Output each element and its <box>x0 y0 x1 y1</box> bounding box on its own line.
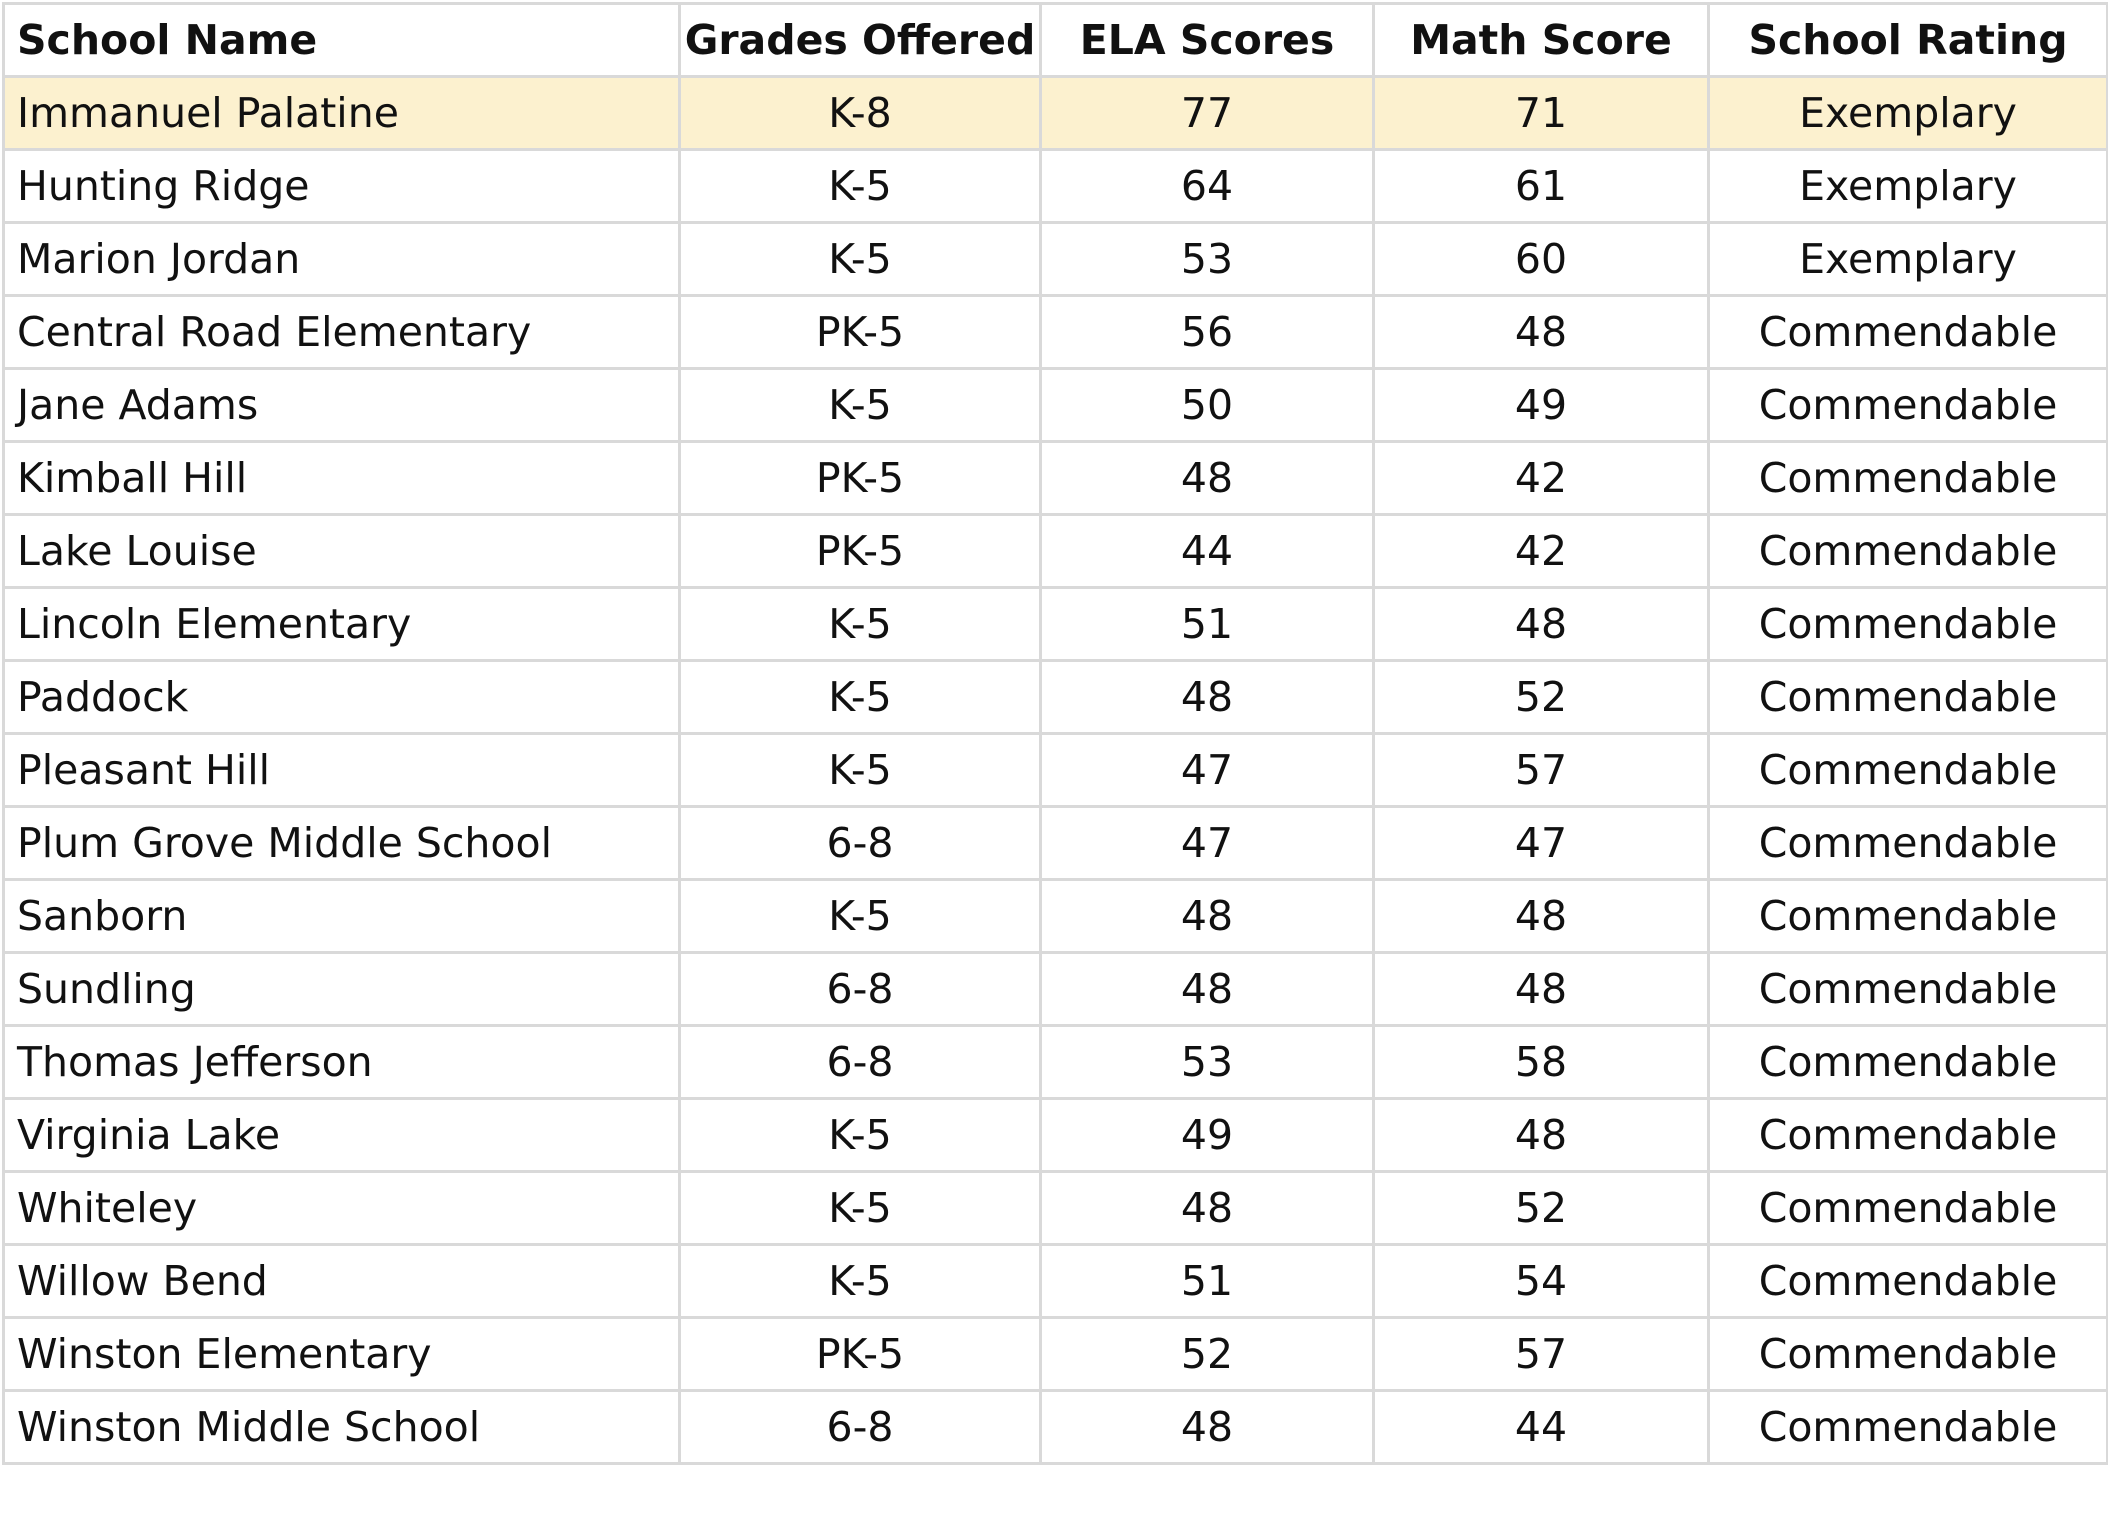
cell-ela-score[interactable]: 51 <box>1041 588 1374 661</box>
table-row <box>4 953 2108 1026</box>
cell-ela-score[interactable]: 47 <box>1041 807 1374 880</box>
cell-school-rating[interactable]: Commendable <box>1709 296 2108 369</box>
table-row <box>4 442 2108 515</box>
cell-school-name[interactable]: Pleasant Hill <box>4 734 680 807</box>
cell-school-name[interactable]: Sundling <box>4 953 680 1026</box>
header-ela-scores[interactable]: ELA Scores <box>1041 4 1374 77</box>
cell-ela-score[interactable]: 53 <box>1041 223 1374 296</box>
table-row <box>4 661 2108 734</box>
cell-grades-offered[interactable]: PK-5 <box>680 1318 1041 1391</box>
cell-school-name[interactable]: Sanborn <box>4 880 680 953</box>
cell-grades-offered[interactable]: K-5 <box>680 150 1041 223</box>
cell-school-name[interactable]: Paddock <box>4 661 680 734</box>
cell-school-name[interactable]: Virginia Lake <box>4 1099 680 1172</box>
cell-school-rating[interactable]: Commendable <box>1709 515 2108 588</box>
cell-school-rating[interactable]: Commendable <box>1709 369 2108 442</box>
header-math-score[interactable]: Math Score <box>1374 4 1709 77</box>
cell-school-name[interactable]: Plum Grove Middle School <box>4 807 680 880</box>
table-row <box>4 223 2108 296</box>
cell-school-rating[interactable]: Commendable <box>1709 442 2108 515</box>
cell-math-score[interactable]: 42 <box>1374 515 1709 588</box>
cell-math-score[interactable]: 47 <box>1374 807 1709 880</box>
cell-math-score[interactable]: 57 <box>1374 1318 1709 1391</box>
cell-school-rating[interactable]: Exemplary <box>1709 223 2108 296</box>
cell-grades-offered[interactable]: K-8 <box>680 77 1041 150</box>
cell-grades-offered[interactable]: PK-5 <box>680 296 1041 369</box>
header-grades-offered[interactable]: Grades Offered <box>680 4 1041 77</box>
table-row <box>4 588 2108 661</box>
cell-school-name[interactable]: Jane Adams <box>4 369 680 442</box>
cell-math-score[interactable]: 52 <box>1374 661 1709 734</box>
cell-school-rating[interactable]: Exemplary <box>1709 150 2108 223</box>
table-row <box>4 150 2108 223</box>
cell-school-name[interactable]: Marion Jordan <box>4 223 680 296</box>
cell-grades-offered[interactable]: 6-8 <box>680 1026 1041 1099</box>
cell-ela-score[interactable]: 48 <box>1041 880 1374 953</box>
cell-math-score[interactable]: 48 <box>1374 880 1709 953</box>
table-row <box>4 515 2108 588</box>
cell-school-rating[interactable]: Exemplary <box>1709 77 2108 150</box>
cell-grades-offered[interactable]: K-5 <box>680 369 1041 442</box>
cell-school-rating[interactable]: Commendable <box>1709 588 2108 661</box>
cell-school-name[interactable]: Central Road Elementary <box>4 296 680 369</box>
cell-school-name[interactable]: Immanuel Palatine <box>4 77 680 150</box>
cell-ela-score[interactable]: 52 <box>1041 1318 1374 1391</box>
cell-grades-offered[interactable]: K-5 <box>680 1099 1041 1172</box>
cell-school-name[interactable]: Winston Middle School <box>4 1391 680 1464</box>
cell-math-score[interactable]: 60 <box>1374 223 1709 296</box>
cell-math-score[interactable]: 48 <box>1374 296 1709 369</box>
cell-school-name[interactable]: Winston Elementary <box>4 1318 680 1391</box>
cell-ela-score[interactable]: 77 <box>1041 77 1374 150</box>
cell-math-score[interactable]: 48 <box>1374 588 1709 661</box>
table-row <box>4 1026 2108 1099</box>
table-row <box>4 807 2108 880</box>
table-row <box>4 1099 2108 1172</box>
cell-school-name[interactable]: Kimball Hill <box>4 442 680 515</box>
cell-ela-score[interactable]: 44 <box>1041 515 1374 588</box>
cell-school-rating[interactable]: Commendable <box>1709 734 2108 807</box>
cell-school-rating[interactable]: Commendable <box>1709 807 2108 880</box>
header-school-name[interactable]: School Name <box>4 4 680 77</box>
cell-math-score[interactable]: 54 <box>1374 1245 1709 1318</box>
header-row <box>4 4 2108 77</box>
cell-ela-score[interactable]: 64 <box>1041 150 1374 223</box>
cell-school-rating[interactable]: Commendable <box>1709 1172 2108 1245</box>
cell-grades-offered[interactable]: 6-8 <box>680 1391 1041 1464</box>
cell-ela-score[interactable]: 48 <box>1041 442 1374 515</box>
cell-grades-offered[interactable]: K-5 <box>680 661 1041 734</box>
cell-grades-offered[interactable]: PK-5 <box>680 442 1041 515</box>
table-row <box>4 1318 2108 1391</box>
cell-math-score[interactable]: 48 <box>1374 953 1709 1026</box>
cell-school-rating[interactable]: Commendable <box>1709 1026 2108 1099</box>
cell-school-rating[interactable]: Commendable <box>1709 661 2108 734</box>
table-row <box>4 1245 2108 1318</box>
cell-grades-offered[interactable]: K-5 <box>680 1172 1041 1245</box>
table-row <box>4 77 2108 150</box>
table-row <box>4 1172 2108 1245</box>
cell-grades-offered[interactable]: PK-5 <box>680 515 1041 588</box>
schools-table <box>2 2 2108 1465</box>
cell-math-score[interactable]: 49 <box>1374 369 1709 442</box>
cell-ela-score[interactable]: 53 <box>1041 1026 1374 1099</box>
cell-school-name[interactable]: Hunting Ridge <box>4 150 680 223</box>
cell-school-rating[interactable]: Commendable <box>1709 953 2108 1026</box>
table-row <box>4 369 2108 442</box>
table-row <box>4 734 2108 807</box>
cell-school-name[interactable]: Willow Bend <box>4 1245 680 1318</box>
cell-math-score[interactable]: 48 <box>1374 1099 1709 1172</box>
cell-ela-score[interactable]: 48 <box>1041 953 1374 1026</box>
cell-grades-offered[interactable]: 6-8 <box>680 807 1041 880</box>
table-row <box>4 880 2108 953</box>
cell-ela-score[interactable]: 50 <box>1041 369 1374 442</box>
table-row <box>4 1391 2108 1464</box>
cell-school-rating[interactable]: Commendable <box>1709 1099 2108 1172</box>
cell-ela-score[interactable]: 48 <box>1041 1172 1374 1245</box>
cell-school-rating[interactable]: Commendable <box>1709 1245 2108 1318</box>
cell-math-score[interactable]: 71 <box>1374 77 1709 150</box>
cell-school-name[interactable]: Lincoln Elementary <box>4 588 680 661</box>
cell-math-score[interactable]: 58 <box>1374 1026 1709 1099</box>
cell-ela-score[interactable]: 49 <box>1041 1099 1374 1172</box>
cell-ela-score[interactable]: 56 <box>1041 296 1374 369</box>
cell-school-name[interactable]: Thomas Jefferson <box>4 1026 680 1099</box>
cell-ela-score[interactable]: 47 <box>1041 734 1374 807</box>
cell-ela-score[interactable]: 48 <box>1041 661 1374 734</box>
cell-math-score[interactable]: 42 <box>1374 442 1709 515</box>
cell-math-score[interactable]: 44 <box>1374 1391 1709 1464</box>
cell-grades-offered[interactable]: K-5 <box>680 734 1041 807</box>
cell-math-score[interactable]: 57 <box>1374 734 1709 807</box>
cell-grades-offered[interactable]: K-5 <box>680 223 1041 296</box>
cell-math-score[interactable]: 52 <box>1374 1172 1709 1245</box>
cell-school-name[interactable]: Whiteley <box>4 1172 680 1245</box>
header-school-rating[interactable]: School Rating <box>1709 4 2108 77</box>
table-body <box>4 77 2108 1464</box>
cell-ela-score[interactable]: 48 <box>1041 1391 1374 1464</box>
cell-school-name[interactable]: Lake Louise <box>4 515 680 588</box>
cell-school-rating[interactable]: Commendable <box>1709 880 2108 953</box>
cell-school-rating[interactable]: Commendable <box>1709 1391 2108 1464</box>
cell-grades-offered[interactable]: K-5 <box>680 588 1041 661</box>
cell-grades-offered[interactable]: K-5 <box>680 880 1041 953</box>
cell-grades-offered[interactable]: 6-8 <box>680 953 1041 1026</box>
table-row <box>4 296 2108 369</box>
cell-math-score[interactable]: 61 <box>1374 150 1709 223</box>
cell-grades-offered[interactable]: K-5 <box>680 1245 1041 1318</box>
cell-ela-score[interactable]: 51 <box>1041 1245 1374 1318</box>
cell-school-rating[interactable]: Commendable <box>1709 1318 2108 1391</box>
